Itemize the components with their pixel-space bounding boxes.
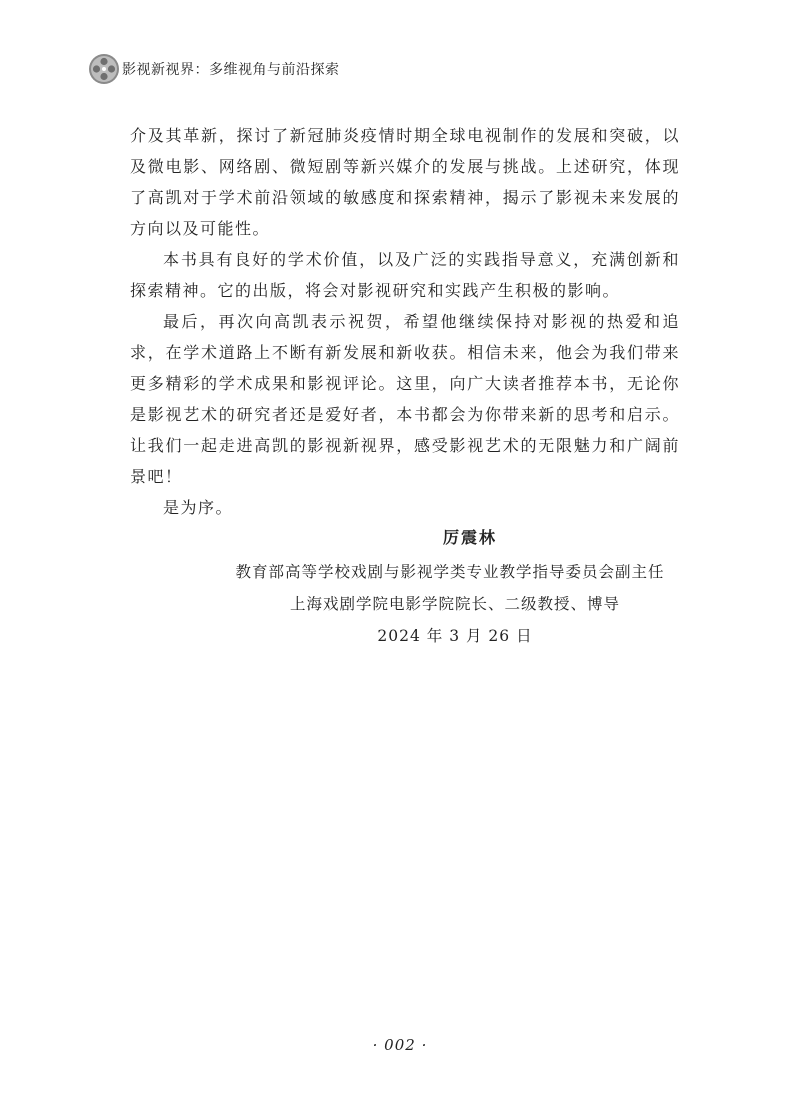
paragraph: 介及其革新，探讨了新冠肺炎疫情时期全球电视制作的发展和突破，以及微电影、网络剧、微短剧等新兴媒介的发展与挑战。上述研究，体现了高凯对于学术前沿领域的敏感度和探索精神，揭示了影视未来发展的方向以及可能性。 xyxy=(130,126,680,238)
author-name: 厉震林 xyxy=(442,528,497,547)
book-title: 影视新视界：多维视角与前沿探索 xyxy=(122,62,340,78)
paragraph: 本书具有良好的学术价值，以及广泛的实践指导意义，充满创新和探索精神。它的出版，将会对影视研究和实践产生积极的影响。 xyxy=(130,250,680,300)
signature-date: 2024 年 3 月 26 日 xyxy=(377,627,533,645)
film-reel-icon xyxy=(88,53,120,85)
preface-body xyxy=(130,120,680,523)
page-number: · 002 · xyxy=(372,1036,428,1054)
author-title-2: 上海戏剧学院电影学院院长、二级教授、博导 xyxy=(289,595,620,613)
paragraph: 最后，再次向高凯表示祝贺，希望他继续保持对影视的热爱和追求，在学术道路上不断有新发展和新收获。相信未来，他会为我们带来更多精彩的学术成果和影视评论。这里，向广大读者推荐本书，无论你是影视艺术的研究者还是爱好者，本书都会为你带来新的思考和启示。让我们一起走进高凯的影视新视界，感受影视艺术的无限魅力和广阔前景吧！ xyxy=(130,312,680,486)
author-title-1: 教育部高等学校戏剧与影视学类专业教学指导委员会副主任 xyxy=(235,563,665,581)
running-header xyxy=(88,52,340,86)
paragraph: 是为序。 xyxy=(163,498,234,517)
